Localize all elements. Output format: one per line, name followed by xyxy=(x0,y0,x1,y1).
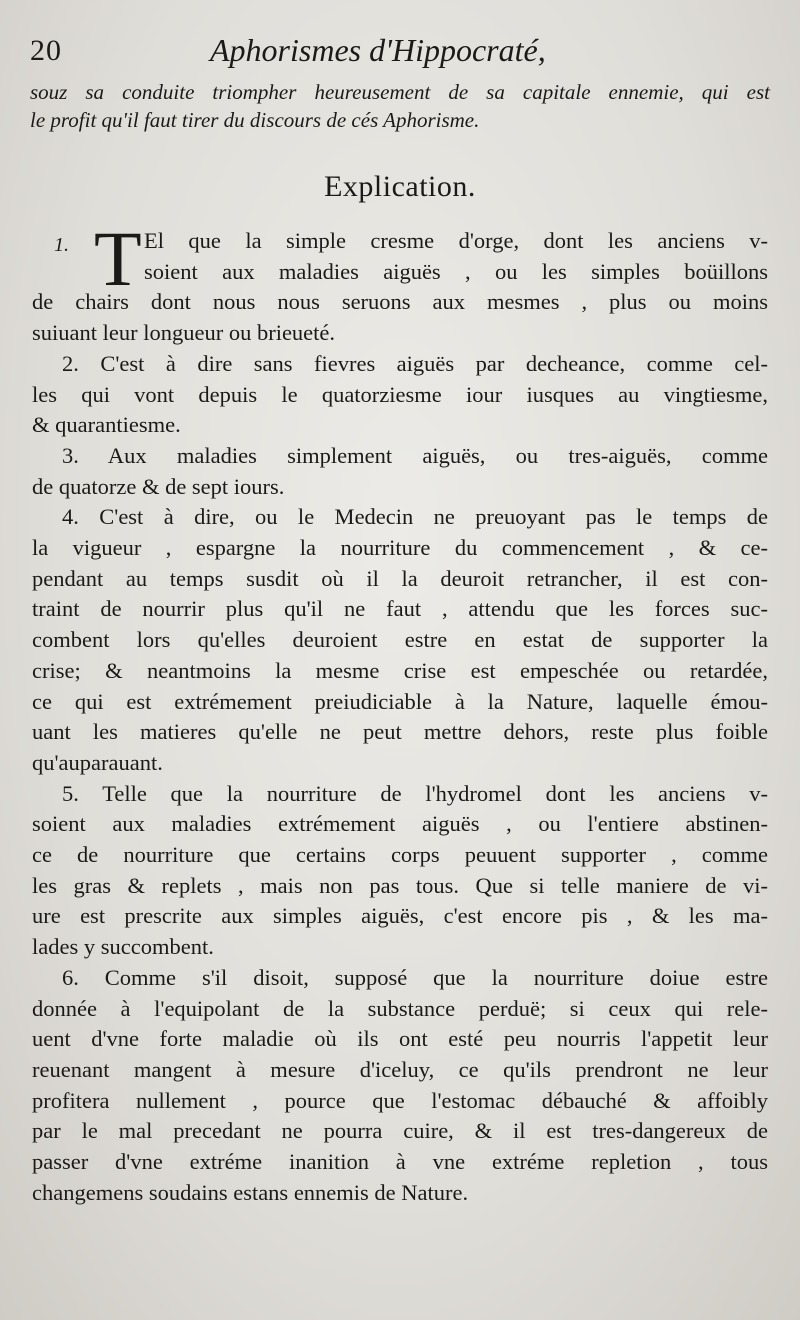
text-line: passer d'vne extréme inanition à vne extréme repletion , tous xyxy=(32,1149,768,1175)
section-title: Explication. xyxy=(324,170,476,203)
text-line: donnée à l'equipolant de la substance perduë; si ceux qui rele- xyxy=(32,995,768,1021)
page-header xyxy=(30,28,770,80)
text-line: traint de nourrir plus qu'il ne faut , attendu que les forces suc- xyxy=(32,596,768,622)
text-line: soient aux maladies aiguës , ou les simples boüillons xyxy=(144,258,768,284)
running-title: Aphorismes d'Hippocraté, xyxy=(210,32,546,68)
text-line: crise; & neantmoins la mesme crise est empeschée ou retardée, xyxy=(32,657,768,683)
text-line: combent lors qu'elles deuroient estre en estat de supporter la xyxy=(32,627,768,653)
text-line: suiuant leur longueur ou brieueté. xyxy=(32,320,336,346)
text-line: soient aux maladies extrémement aiguës , ou l'entiere abstinen- xyxy=(32,811,768,837)
text-line: uent d'vne forte maladie où ils ont esté peu nourris l'appetit leur xyxy=(32,1026,768,1052)
paragraph-2 xyxy=(32,349,768,441)
text-line: ce de nourriture que certains corps peuuent supporter , comme xyxy=(32,842,768,868)
text-line: 5. Telle que la nourriture de l'hydromel dont les anciens v- xyxy=(62,780,768,806)
text-line: 6. Comme s'il disoit, supposé que la nourriture doiue estre xyxy=(62,964,768,990)
text-line: reuenant mangent à mesure d'iceluy, ce qu'ils prendront ne leur xyxy=(32,1056,768,1082)
text-line: lades y succombent. xyxy=(32,934,214,960)
text-line: ure est prescrite aux simples aiguës, c'est encore pis , & les ma- xyxy=(32,903,768,929)
intro-line: le profit qu'il faut tirer du discours de cés Aphorisme. xyxy=(30,108,480,132)
text-line: les gras & replets , mais non pas tous. Que si telle maniere de vi- xyxy=(32,872,768,898)
text-line: de chairs dont nous nous seruons aux mesmes , plus ou moins xyxy=(32,289,768,315)
drop-cap: T xyxy=(94,215,142,302)
paragraph-3 xyxy=(32,441,768,502)
text-line: pendant au temps susdit où il la deuroit retrancher, il est con- xyxy=(32,565,768,591)
intro-text xyxy=(30,78,770,134)
text-line: profitera nullement , pource que l'estomac débauché & affoibly xyxy=(32,1087,768,1113)
text-line: uant les matieres qu'elle ne peut mettre dehors, reste plus foible xyxy=(32,719,768,745)
explication-body xyxy=(32,215,768,1209)
page-number: 20 xyxy=(30,34,62,67)
text-line: changemens soudains estans ennemis de Nature. xyxy=(32,1179,469,1205)
paragraph-4 xyxy=(32,502,768,778)
paragraph-number: 1. xyxy=(54,234,69,256)
intro-line: souz sa conduite triompher heureusement de sa capitale ennemie, qui est xyxy=(30,80,770,104)
text-line: la vigueur , espargne la nourriture du commencement , & ce- xyxy=(32,535,768,561)
text-line: 2. C'est à dire sans fievres aiguës par decheance, comme cel- xyxy=(62,350,768,376)
paragraph-6 xyxy=(32,963,768,1209)
text-line: par le mal precedant ne pourra cuire, & il est tres-dangereux de xyxy=(32,1118,768,1144)
paragraph-5 xyxy=(32,779,768,963)
text-line: les qui vont depuis le quatorziesme iour iusques au vingtiesme, xyxy=(32,381,768,407)
text-line: 4. C'est à dire, ou le Medecin ne preuoyant pas le temps de xyxy=(62,504,768,530)
paragraph-1 xyxy=(32,215,768,349)
text-line: qu'auparauant. xyxy=(32,749,163,775)
text-line: ce qui est extrémement preiudiciable à la Nature, laquelle émou- xyxy=(32,688,768,714)
text-line: 3. Aux maladies simplement aiguës, ou tres-aiguës, comme xyxy=(62,442,768,468)
text-line: El que la simple cresme d'orge, dont les anciens v- xyxy=(144,228,768,253)
text-line: de quatorze & de sept iours. xyxy=(32,473,285,499)
text-line: & quarantiesme. xyxy=(32,412,181,438)
